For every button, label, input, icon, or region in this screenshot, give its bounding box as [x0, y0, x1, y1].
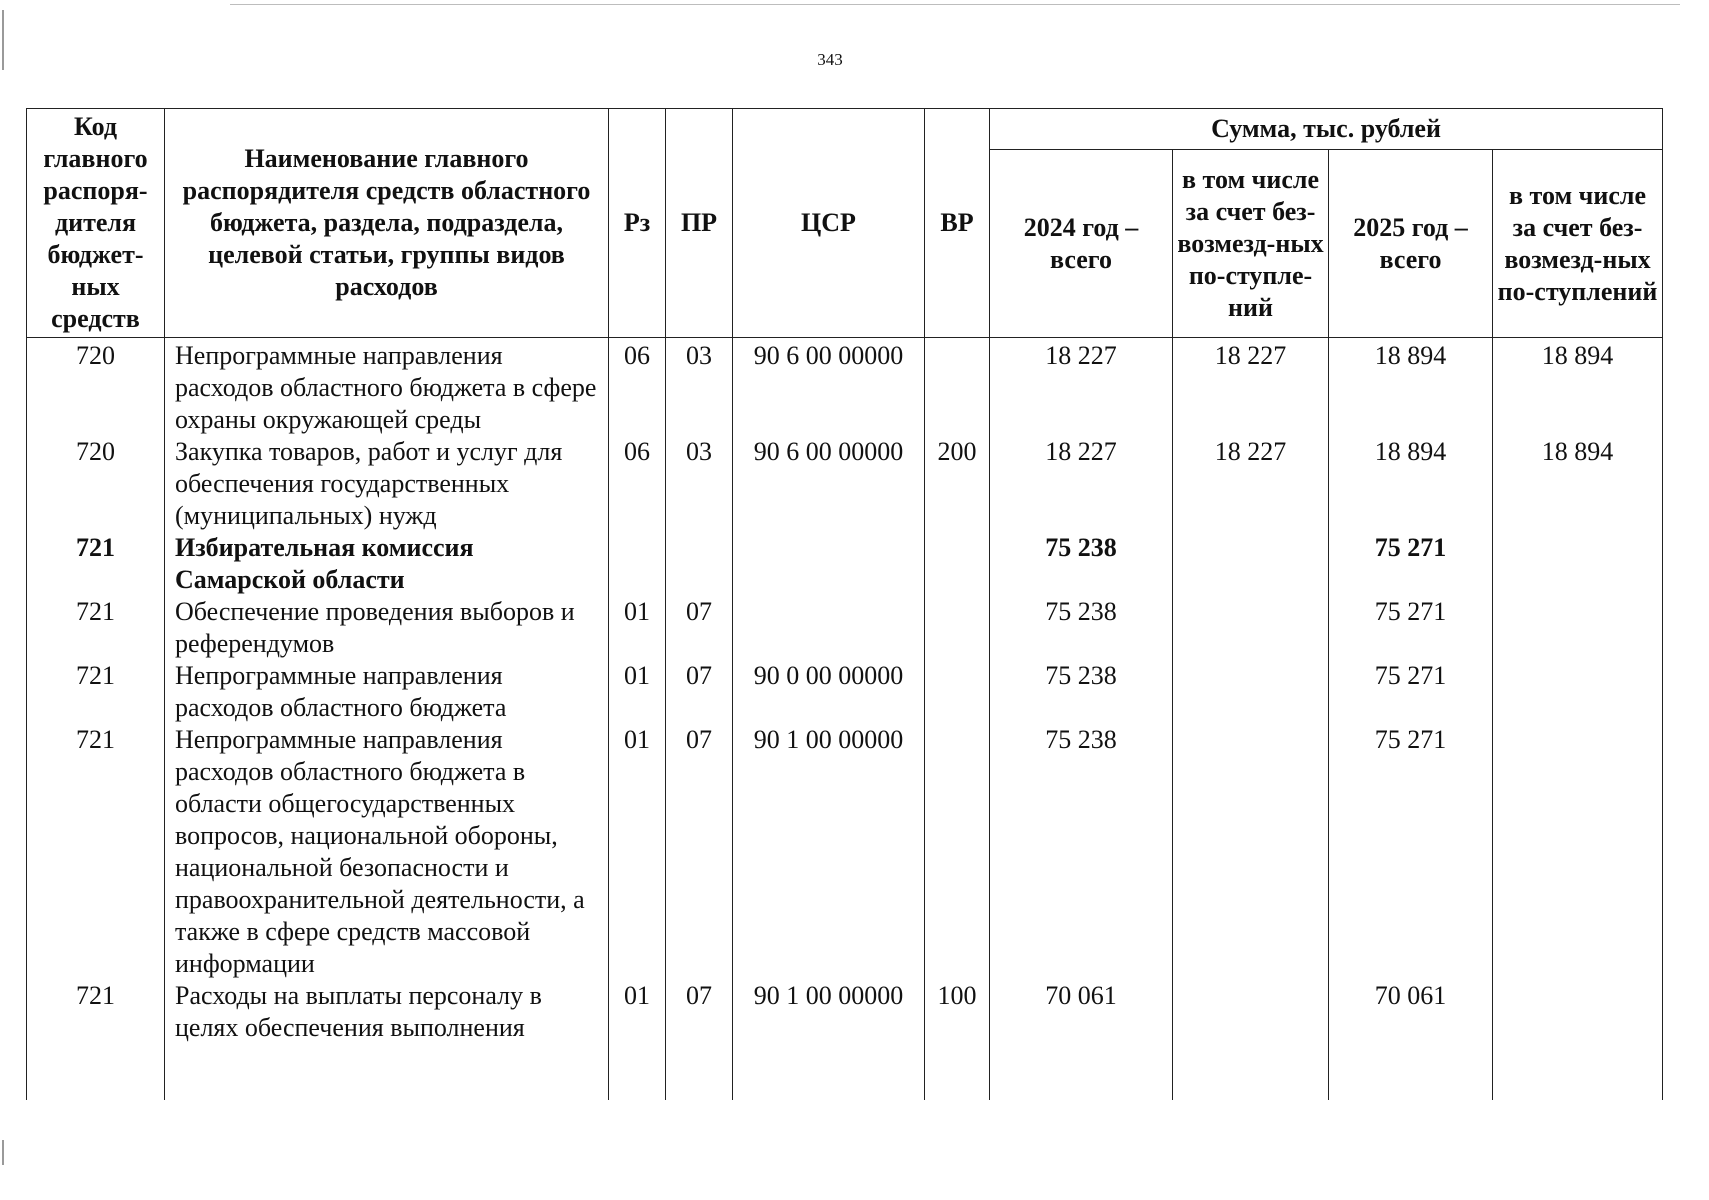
- cell-rz: 06: [609, 338, 666, 437]
- cell-code: 721: [27, 532, 165, 596]
- cell-csr: 90 1 00 00000: [733, 724, 925, 980]
- cell-name: Расходы на выплаты персоналу в целях обеспечения выполнения: [165, 980, 609, 1100]
- cell-code: 721: [27, 724, 165, 980]
- cell-pr: 07: [666, 980, 733, 1100]
- cell-2025-total: 75 271: [1329, 724, 1493, 980]
- cell-csr: [733, 596, 925, 660]
- cell-pr: 03: [666, 436, 733, 532]
- cell-vr: [925, 596, 990, 660]
- header-csr: ЦСР: [733, 109, 925, 338]
- cell-vr: 100: [925, 980, 990, 1100]
- cell-2024-total: 75 238: [990, 724, 1173, 980]
- cell-2025-total: 18 894: [1329, 436, 1493, 532]
- cell-2025-grants: [1493, 724, 1663, 980]
- cell-name: Непрограммные направления расходов областного бюджета в сфере охраны окружающей среды: [165, 338, 609, 437]
- header-vr: ВР: [925, 109, 990, 338]
- cell-pr: 07: [666, 724, 733, 980]
- cell-rz: [609, 532, 666, 596]
- cell-2025-total: 70 061: [1329, 980, 1493, 1100]
- cell-2024-total: 70 061: [990, 980, 1173, 1100]
- cell-2024-total: 75 238: [990, 596, 1173, 660]
- cell-name: Закупка товаров, работ и услуг для обеспечения государственных (муниципальных) нужд: [165, 436, 609, 532]
- cell-name: Обеспечение проведения выборов и референдумов: [165, 596, 609, 660]
- cell-2024-total: 18 227: [990, 436, 1173, 532]
- cell-rz: 01: [609, 660, 666, 724]
- cell-2024-total: 75 238: [990, 532, 1173, 596]
- header-name: Наименование главного распорядителя средств областного бюджета, раздела, подраздела, целевой статьи, группы видов расходов: [165, 109, 609, 338]
- table-body: [27, 338, 1663, 1101]
- cell-vr: [925, 532, 990, 596]
- cell-2024-total: 75 238: [990, 660, 1173, 724]
- cell-2025-grants: 18 894: [1493, 436, 1663, 532]
- cell-code: 721: [27, 660, 165, 724]
- cell-csr: 90 6 00 00000: [733, 436, 925, 532]
- table-row: [27, 338, 1663, 437]
- cell-rz: 01: [609, 724, 666, 980]
- cell-pr: [666, 532, 733, 596]
- cell-2025-total: 75 271: [1329, 596, 1493, 660]
- table-row: [27, 532, 1663, 596]
- cell-csr: 90 6 00 00000: [733, 338, 925, 437]
- table-row: [27, 596, 1663, 660]
- cell-2024-grants: 18 227: [1173, 338, 1329, 437]
- cell-code: 721: [27, 596, 165, 660]
- cell-2025-grants: [1493, 596, 1663, 660]
- cell-rz: 01: [609, 980, 666, 1100]
- cell-2024-total: 18 227: [990, 338, 1173, 437]
- table-row: [27, 724, 1663, 980]
- cell-2024-grants: [1173, 980, 1329, 1100]
- header-2024-total: 2024 год – всего: [990, 150, 1173, 338]
- cell-code: 721: [27, 980, 165, 1100]
- cell-2024-grants: 18 227: [1173, 436, 1329, 532]
- cell-code: 720: [27, 436, 165, 532]
- cell-2024-grants: [1173, 596, 1329, 660]
- cell-pr: 03: [666, 338, 733, 437]
- header-2024-grants: в том числе за счет без-возмезд-ных по-ступле-ний: [1173, 150, 1329, 338]
- cell-csr: 90 1 00 00000: [733, 980, 925, 1100]
- cell-2025-total: 75 271: [1329, 532, 1493, 596]
- cell-2025-total: 75 271: [1329, 660, 1493, 724]
- cell-vr: [925, 724, 990, 980]
- cell-2025-grants: 18 894: [1493, 338, 1663, 437]
- cell-2024-grants: [1173, 660, 1329, 724]
- header-2025-total: 2025 год – всего: [1329, 150, 1493, 338]
- cell-csr: [733, 532, 925, 596]
- cell-csr: 90 0 00 00000: [733, 660, 925, 724]
- header-rz: Рз: [609, 109, 666, 338]
- cell-pr: 07: [666, 660, 733, 724]
- header-pr: ПР: [666, 109, 733, 338]
- cell-2025-grants: [1493, 660, 1663, 724]
- table-row: [27, 980, 1663, 1100]
- cell-name: Непрограммные направления расходов областного бюджета в области общегосударственных вопросов, национальной обороны, национальной безопасности и правоохранительной деятельности, а также в сфере средств массовой информации: [165, 724, 609, 980]
- cell-name: Непрограммные направления расходов областного бюджета: [165, 660, 609, 724]
- budget-table: [26, 108, 1663, 1100]
- cell-2025-total: 18 894: [1329, 338, 1493, 437]
- page-number: 343: [817, 50, 843, 69]
- header-code: Код главного распоря-дителя бюджет-ных средств: [27, 109, 165, 338]
- scan-edge-mark: [2, 1140, 4, 1165]
- cell-2024-grants: [1173, 532, 1329, 596]
- cell-vr: [925, 338, 990, 437]
- cell-2025-grants: [1493, 980, 1663, 1100]
- cell-vr: 200: [925, 436, 990, 532]
- table-row: [27, 436, 1663, 532]
- cell-2025-grants: [1493, 532, 1663, 596]
- cell-2024-grants: [1173, 724, 1329, 980]
- cell-name: Избирательная комиссия Самарской области: [165, 532, 609, 596]
- cell-vr: [925, 660, 990, 724]
- cell-rz: 06: [609, 436, 666, 532]
- cell-code: 720: [27, 338, 165, 437]
- header-2025-grants: в том числе за счет без-возмезд-ных по-ступлений: [1493, 150, 1663, 338]
- table-row: [27, 660, 1663, 724]
- scan-top-rule: [230, 4, 1680, 5]
- header-sum-group: Сумма, тыс. рублей: [990, 109, 1663, 150]
- cell-pr: 07: [666, 596, 733, 660]
- cell-rz: 01: [609, 596, 666, 660]
